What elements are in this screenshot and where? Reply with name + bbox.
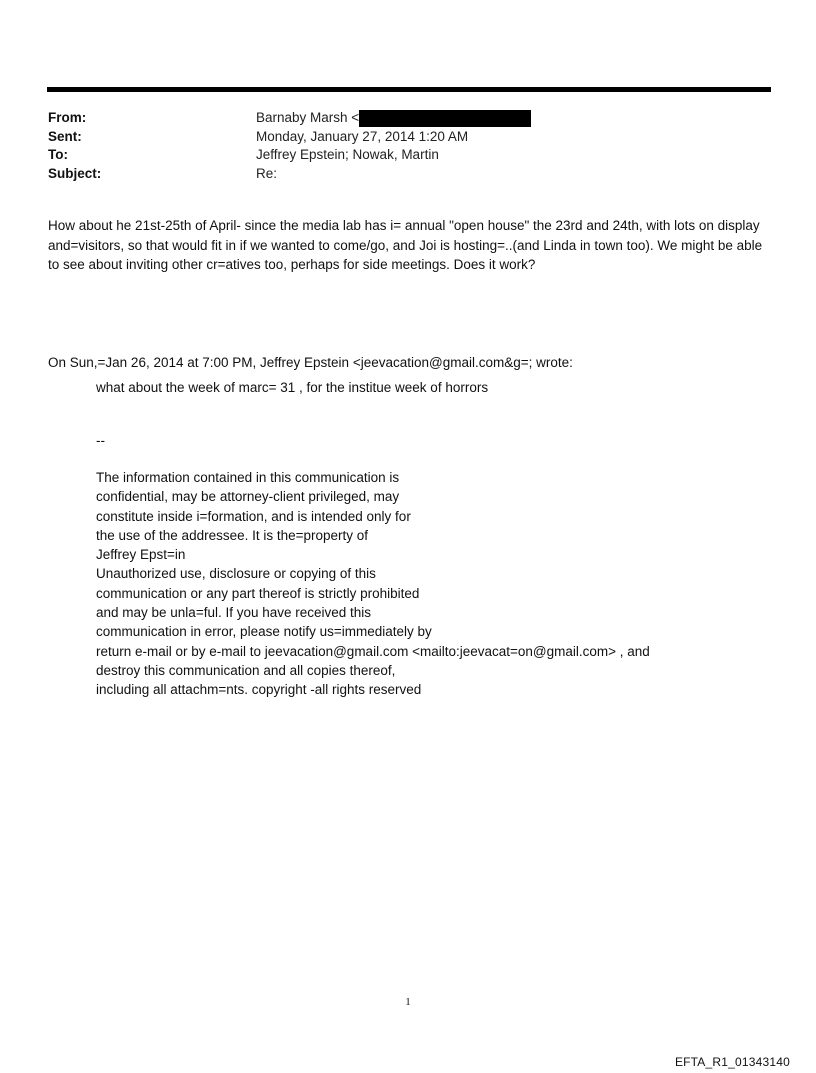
sent-label: Sent: [48,128,82,144]
from-value [256,109,531,128]
disclaimer-line: confidential, may be attorney-client privileged, may [96,489,400,505]
to-label: To: [48,147,68,162]
disclaimer-line: and may be unla=ful. If you have received this [96,605,372,621]
page-number: 1 [405,996,411,1008]
from-row [48,109,748,128]
sent-row [48,128,748,147]
to-row [48,146,748,165]
disclaimer-line: return e-mail or by e-mail to jeevacation@gmail.com <mailto:jeevacat=on@gmail.com> , and [96,643,650,659]
subject-label: Subject: [48,165,102,181]
disclaimer-line: communication in error, please notify us=immediately by [96,624,432,640]
disclaimer-line: the use of the addressee. It is the=property of [96,527,369,543]
disclaimer-line: The information contained in this communication is [96,470,400,485]
signature-separator: -- [96,433,105,448]
from-name: Barnaby Marsh < [256,110,360,125]
body-line: to see about inviting other cr=atives too, perhaps for side meetings. Does it work? [48,257,536,272]
subject-value: Re: [256,165,278,181]
disclaimer-line: destroy this communication and all copies thereof, [96,662,396,678]
disclaimer-line: Unauthorized use, disclosure or copying of this [96,566,376,582]
from-label: From: [48,110,87,125]
subject-row [48,165,748,184]
quoted-message: what about the week of marc= 31 , for the institue week of horrors [96,380,489,395]
confidentiality-disclaimer [96,468,650,700]
document-id: EFTA_R1_01343140 [674,1055,790,1069]
disclaimer-line: communication or any part thereof is strictly prohibited [96,585,420,601]
email-header [48,109,748,183]
redaction-block [359,110,531,127]
message-body [48,216,762,275]
body-line: and=visitors, so that would fit in if we wanted to come/go, and Joi is hosting=..(and Linda in town too). We might be able [48,237,763,253]
sent-value: Monday, January 27, 2014 1:20 AM [256,128,469,144]
disclaimer-line: including all attachm=nts. copyright -all rights reserved [96,682,422,698]
body-line: How about he 21st-25th of April- since the media lab has i= annual "open house" the 23rd and 24th, with lots on display [48,218,760,233]
to-value: Jeffrey Epstein; Nowak, Martin [256,147,439,162]
disclaimer-line: constitute inside i=formation, and is intended only for [96,508,411,524]
disclaimer-line: Jeffrey Epst=in [96,547,186,563]
reply-header: On Sun,=Jan 26, 2014 at 7:00 PM, Jeffrey Epstein <jeevacation@gmail.com&g=; wrote: [48,355,573,370]
header-divider [47,87,771,92]
